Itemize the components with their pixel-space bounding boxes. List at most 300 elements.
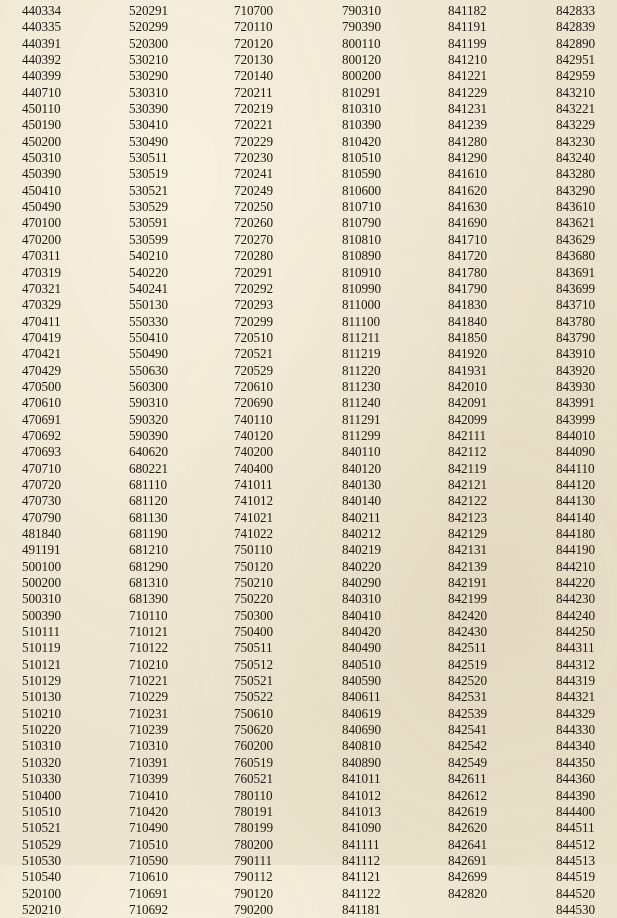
code-entry: 470691 bbox=[22, 411, 61, 427]
code-entry: 560300 bbox=[129, 378, 168, 394]
code-entry: 640620 bbox=[129, 444, 168, 460]
code-entry: 810990 bbox=[342, 280, 381, 296]
code-entry: 510320 bbox=[22, 754, 61, 770]
code-entry: 841830 bbox=[448, 297, 487, 313]
code-entry: 710692 bbox=[129, 901, 168, 917]
code-entry: 710420 bbox=[129, 803, 168, 819]
code-entry: 841790 bbox=[448, 280, 487, 296]
code-entry: 840120 bbox=[342, 460, 381, 476]
code-entry: 844140 bbox=[556, 509, 595, 525]
code-entry: 843290 bbox=[556, 182, 595, 198]
code-entry: 510130 bbox=[22, 689, 61, 705]
code-entry: 840619 bbox=[342, 705, 381, 721]
code-entry: 710229 bbox=[129, 689, 168, 705]
code-entry: 842541 bbox=[448, 722, 487, 738]
code-entry: 842123 bbox=[448, 509, 487, 525]
code-entry: 810590 bbox=[342, 166, 381, 182]
code-entry: 842612 bbox=[448, 787, 487, 803]
code-entry: 841199 bbox=[448, 35, 487, 51]
code-entry: 841850 bbox=[448, 329, 487, 345]
code-entry: 844311 bbox=[556, 640, 595, 656]
code-entry: 841181 bbox=[342, 901, 381, 917]
code-entry: 540210 bbox=[129, 248, 168, 264]
code-entry: 681310 bbox=[129, 575, 168, 591]
code-entry: 510129 bbox=[22, 673, 61, 689]
code-entry: 840130 bbox=[342, 476, 381, 492]
code-entry: 842099 bbox=[448, 411, 487, 427]
code-entry: 840890 bbox=[342, 754, 381, 770]
code-entry: 750521 bbox=[234, 673, 273, 689]
code-entry: 530390 bbox=[129, 101, 168, 117]
code-entry: 760521 bbox=[234, 771, 273, 787]
code-entry: 481840 bbox=[22, 526, 61, 541]
code-entry: 710700 bbox=[234, 3, 273, 18]
code-entry: 844210 bbox=[556, 558, 595, 574]
code-entry: 844350 bbox=[556, 754, 595, 770]
code-entry: 790112 bbox=[234, 869, 273, 885]
code-entry: 710410 bbox=[129, 787, 168, 803]
code-entry: 470319 bbox=[22, 264, 61, 280]
code-entry: 710590 bbox=[129, 852, 168, 868]
code-entry: 450110 bbox=[22, 101, 61, 117]
code-entry: 840690 bbox=[342, 722, 381, 738]
code-entry: 844230 bbox=[556, 591, 595, 607]
code-entry: 720521 bbox=[234, 346, 273, 362]
code-entry: 844250 bbox=[556, 624, 595, 640]
code-entry: 710239 bbox=[129, 722, 168, 738]
code-entry: 530519 bbox=[129, 166, 168, 182]
code-entry: 510310 bbox=[22, 738, 61, 754]
code-entry: 843610 bbox=[556, 199, 595, 215]
code-entry: 470200 bbox=[22, 231, 61, 247]
code-entry: 841231 bbox=[448, 101, 487, 117]
code-entry: 842511 bbox=[448, 640, 487, 656]
code-entry: 810420 bbox=[342, 133, 381, 149]
code-entry: 720510 bbox=[234, 329, 273, 345]
code-entry: 741022 bbox=[234, 526, 273, 541]
code-entry: 842091 bbox=[448, 395, 487, 411]
code-entry: 840212 bbox=[342, 526, 381, 541]
code-entry: 810790 bbox=[342, 215, 381, 231]
code-column-4 bbox=[342, 3, 381, 918]
code-entry: 720293 bbox=[234, 297, 273, 313]
code-entry: 841090 bbox=[342, 820, 381, 836]
code-entry: 530511 bbox=[129, 150, 168, 166]
code-entry: 840310 bbox=[342, 591, 381, 607]
code-entry: 720241 bbox=[234, 166, 273, 182]
code-entry: 841121 bbox=[342, 869, 381, 885]
code-entry: 710391 bbox=[129, 754, 168, 770]
code-entry: 842890 bbox=[556, 35, 595, 51]
code-entry: 844360 bbox=[556, 771, 595, 787]
code-entry: 470710 bbox=[22, 460, 61, 476]
code-entry: 840510 bbox=[342, 656, 381, 672]
code-entry: 530599 bbox=[129, 231, 168, 247]
code-entry: 844513 bbox=[556, 852, 595, 868]
code-entry: 842542 bbox=[448, 738, 487, 754]
code-entry: 790390 bbox=[342, 19, 381, 35]
code-entry: 800110 bbox=[342, 35, 381, 51]
code-entry: 550630 bbox=[129, 362, 168, 378]
code-entry: 843680 bbox=[556, 248, 595, 264]
code-entry: 841011 bbox=[342, 771, 381, 787]
code-entry: 530290 bbox=[129, 68, 168, 84]
code-entry: 842121 bbox=[448, 476, 487, 492]
code-entry: 510111 bbox=[22, 624, 60, 640]
code-entry: 550410 bbox=[129, 329, 168, 345]
code-entry: 440710 bbox=[22, 84, 61, 100]
code-entry: 842531 bbox=[448, 689, 487, 705]
code-entry: 843210 bbox=[556, 84, 595, 100]
code-entry: 840810 bbox=[342, 738, 381, 754]
code-entry: 842539 bbox=[448, 705, 487, 721]
code-entry: 841229 bbox=[448, 84, 487, 100]
code-entry: 590390 bbox=[129, 427, 168, 443]
code-entry: 550130 bbox=[129, 297, 168, 313]
code-entry: 510521 bbox=[22, 820, 61, 836]
code-entry: 810810 bbox=[342, 231, 381, 247]
code-entry: 760200 bbox=[234, 738, 273, 754]
code-entry: 840211 bbox=[342, 509, 381, 525]
code-entry: 500200 bbox=[22, 575, 61, 591]
code-entry: 470610 bbox=[22, 395, 61, 411]
code-entry: 843910 bbox=[556, 346, 595, 362]
code-entry: 510121 bbox=[22, 656, 61, 672]
code-entry: 510330 bbox=[22, 771, 61, 787]
code-column-1 bbox=[22, 3, 61, 918]
code-entry: 470429 bbox=[22, 362, 61, 378]
code-entry: 842199 bbox=[448, 591, 487, 607]
code-entry: 750300 bbox=[234, 607, 273, 623]
code-entry: 470720 bbox=[22, 476, 61, 492]
code-entry: 470692 bbox=[22, 427, 61, 443]
code-entry: 530529 bbox=[129, 199, 168, 215]
code-entry: 844312 bbox=[556, 656, 595, 672]
code-entry: 842839 bbox=[556, 19, 595, 35]
code-entry: 510540 bbox=[22, 869, 61, 885]
code-entry: 720299 bbox=[234, 313, 273, 329]
code-entry: 500100 bbox=[22, 558, 61, 574]
code-entry: 840590 bbox=[342, 673, 381, 689]
code-entry: 841221 bbox=[448, 68, 487, 84]
code-entry: 530210 bbox=[129, 52, 168, 68]
code-entry: 844340 bbox=[556, 738, 595, 754]
code-entry: 720221 bbox=[234, 117, 273, 133]
code-entry: 844512 bbox=[556, 836, 595, 852]
code-entry: 740200 bbox=[234, 444, 273, 460]
code-entry: 470321 bbox=[22, 280, 61, 296]
code-entry: 841690 bbox=[448, 215, 487, 231]
code-entry: 840420 bbox=[342, 624, 381, 640]
code-entry: 811219 bbox=[342, 346, 381, 362]
code-entry: 450390 bbox=[22, 166, 61, 182]
code-entry: 840490 bbox=[342, 640, 381, 656]
code-entry: 844319 bbox=[556, 673, 595, 689]
code-entry: 470730 bbox=[22, 493, 61, 509]
code-entry: 844329 bbox=[556, 705, 595, 721]
code-entry: 540241 bbox=[129, 280, 168, 296]
code-entry: 843790 bbox=[556, 329, 595, 345]
code-column-5 bbox=[448, 3, 487, 902]
code-entry: 740110 bbox=[234, 411, 273, 427]
code-entry: 842699 bbox=[448, 869, 487, 885]
code-entry: 530310 bbox=[129, 84, 168, 100]
code-entry: 842549 bbox=[448, 754, 487, 770]
code-entry: 510530 bbox=[22, 852, 61, 868]
code-entry: 842430 bbox=[448, 624, 487, 640]
code-entry: 841620 bbox=[448, 182, 487, 198]
code-entry: 510119 bbox=[22, 640, 61, 656]
code-entry: 681190 bbox=[129, 526, 168, 541]
code-entry: 681110 bbox=[129, 476, 167, 492]
code-entry: 681390 bbox=[129, 591, 168, 607]
code-entry: 811291 bbox=[342, 411, 381, 427]
code-entry: 750620 bbox=[234, 722, 273, 738]
code-entry: 842139 bbox=[448, 558, 487, 574]
code-entry: 842691 bbox=[448, 852, 487, 868]
code-entry: 841191 bbox=[448, 19, 487, 35]
code-entry: 720120 bbox=[234, 35, 273, 51]
code-entry: 780191 bbox=[234, 803, 273, 819]
code-entry: 720130 bbox=[234, 52, 273, 68]
code-entry: 843221 bbox=[556, 101, 595, 117]
code-entry: 844090 bbox=[556, 444, 595, 460]
code-entry: 710221 bbox=[129, 673, 168, 689]
code-entry: 841630 bbox=[448, 199, 487, 215]
code-entry: 780200 bbox=[234, 836, 273, 852]
code-entry: 720610 bbox=[234, 378, 273, 394]
code-entry: 841780 bbox=[448, 264, 487, 280]
code-entry: 810890 bbox=[342, 248, 381, 264]
code-entry: 720270 bbox=[234, 231, 273, 247]
code-entry: 470419 bbox=[22, 329, 61, 345]
code-entry: 810310 bbox=[342, 101, 381, 117]
code-entry: 500390 bbox=[22, 607, 61, 623]
code-entry: 680221 bbox=[129, 460, 168, 476]
code-entry: 750120 bbox=[234, 558, 273, 574]
code-entry: 800120 bbox=[342, 52, 381, 68]
code-entry: 510400 bbox=[22, 787, 61, 803]
code-entry: 811100 bbox=[342, 313, 380, 329]
code-entry: 841013 bbox=[342, 803, 381, 819]
code-entry: 843991 bbox=[556, 395, 595, 411]
code-entry: 844519 bbox=[556, 869, 595, 885]
code-entry: 842951 bbox=[556, 52, 595, 68]
code-entry: 590320 bbox=[129, 411, 168, 427]
code-entry: 681210 bbox=[129, 542, 168, 558]
code-entry: 841290 bbox=[448, 150, 487, 166]
code-entry: 741011 bbox=[234, 476, 273, 492]
code-entry: 841112 bbox=[342, 852, 380, 868]
code-entry: 844240 bbox=[556, 607, 595, 623]
code-entry: 720219 bbox=[234, 101, 273, 117]
code-entry: 550330 bbox=[129, 313, 168, 329]
code-entry: 540220 bbox=[129, 264, 168, 280]
code-entry: 844520 bbox=[556, 885, 595, 901]
code-entry: 844180 bbox=[556, 526, 595, 541]
code-entry: 843999 bbox=[556, 411, 595, 427]
code-entry: 710510 bbox=[129, 836, 168, 852]
code-entry: 710231 bbox=[129, 705, 168, 721]
code-entry: 720690 bbox=[234, 395, 273, 411]
code-entry: 842420 bbox=[448, 607, 487, 623]
code-entry: 720291 bbox=[234, 264, 273, 280]
code-entry: 681290 bbox=[129, 558, 168, 574]
code-entry: 840290 bbox=[342, 575, 381, 591]
code-entry: 800200 bbox=[342, 68, 381, 84]
code-entry: 842119 bbox=[448, 460, 487, 476]
code-entry: 841280 bbox=[448, 133, 487, 149]
code-entry: 843691 bbox=[556, 264, 595, 280]
code-entry: 811211 bbox=[342, 329, 380, 345]
code-entry: 470311 bbox=[22, 248, 61, 264]
code-entry: 750522 bbox=[234, 689, 273, 705]
code-entry: 841610 bbox=[448, 166, 487, 182]
code-entry: 720249 bbox=[234, 182, 273, 198]
code-entry: 811299 bbox=[342, 427, 381, 443]
code-entry: 844120 bbox=[556, 476, 595, 492]
code-entry: 750210 bbox=[234, 575, 273, 591]
code-entry: 520291 bbox=[129, 3, 168, 18]
code-entry: 470411 bbox=[22, 313, 61, 329]
code-entry: 720140 bbox=[234, 68, 273, 84]
code-entry: 840220 bbox=[342, 558, 381, 574]
code-column-3 bbox=[234, 3, 273, 918]
code-entry: 810600 bbox=[342, 182, 381, 198]
code-entry: 750610 bbox=[234, 705, 273, 721]
code-entry: 750400 bbox=[234, 624, 273, 640]
code-entry: 741021 bbox=[234, 509, 273, 525]
code-entry: 810510 bbox=[342, 150, 381, 166]
code-entry: 440392 bbox=[22, 52, 61, 68]
code-entry: 720280 bbox=[234, 248, 273, 264]
code-entry: 720110 bbox=[234, 19, 273, 35]
code-entry: 840219 bbox=[342, 542, 381, 558]
code-entry: 810390 bbox=[342, 117, 381, 133]
code-entry: 720260 bbox=[234, 215, 273, 231]
code-entry: 740400 bbox=[234, 460, 273, 476]
code-entry: 842620 bbox=[448, 820, 487, 836]
code-entry: 720230 bbox=[234, 150, 273, 166]
code-entry: 530410 bbox=[129, 117, 168, 133]
code-entry: 750110 bbox=[234, 542, 273, 558]
code-entry: 843240 bbox=[556, 150, 595, 166]
code-entry: 530521 bbox=[129, 182, 168, 198]
code-entry: 440391 bbox=[22, 35, 61, 51]
code-entry: 842191 bbox=[448, 575, 487, 591]
code-entry: 470500 bbox=[22, 378, 61, 394]
code-entry: 843930 bbox=[556, 378, 595, 394]
code-entry: 450190 bbox=[22, 117, 61, 133]
code-entry: 530591 bbox=[129, 215, 168, 231]
code-column-6 bbox=[556, 3, 595, 918]
code-entry: 710122 bbox=[129, 640, 168, 656]
code-entry: 520299 bbox=[129, 19, 168, 35]
code-entry: 844390 bbox=[556, 787, 595, 803]
code-entry: 842611 bbox=[448, 771, 487, 787]
code-entry: 841840 bbox=[448, 313, 487, 329]
code-entry: 760519 bbox=[234, 754, 273, 770]
code-entry: 841920 bbox=[448, 346, 487, 362]
code-entry: 810291 bbox=[342, 84, 381, 100]
code-entry: 590310 bbox=[129, 395, 168, 411]
code-entry: 843230 bbox=[556, 133, 595, 149]
code-entry: 842131 bbox=[448, 542, 487, 558]
code-entry: 520210 bbox=[22, 901, 61, 917]
code-entry: 842010 bbox=[448, 378, 487, 394]
code-entry: 790200 bbox=[234, 901, 273, 917]
code-entry: 841122 bbox=[342, 885, 381, 901]
code-entry: 841111 bbox=[342, 836, 380, 852]
code-entry: 740120 bbox=[234, 427, 273, 443]
code-entry: 710610 bbox=[129, 869, 168, 885]
code-column-2 bbox=[129, 3, 168, 918]
code-entry: 720292 bbox=[234, 280, 273, 296]
code-entry: 841210 bbox=[448, 52, 487, 68]
code-entry: 842619 bbox=[448, 803, 487, 819]
code-entry: 510510 bbox=[22, 803, 61, 819]
code-entry: 440399 bbox=[22, 68, 61, 84]
code-entry: 720529 bbox=[234, 362, 273, 378]
code-entry: 450310 bbox=[22, 150, 61, 166]
code-entry: 470329 bbox=[22, 297, 61, 313]
code-entry: 843621 bbox=[556, 215, 595, 231]
code-entry: 720229 bbox=[234, 133, 273, 149]
code-entry: 810710 bbox=[342, 199, 381, 215]
code-entry: 840410 bbox=[342, 607, 381, 623]
code-entry: 790310 bbox=[342, 3, 381, 18]
code-entry: 840110 bbox=[342, 444, 381, 460]
code-entry: 842519 bbox=[448, 656, 487, 672]
code-entry: 842641 bbox=[448, 836, 487, 852]
code-entry: 500310 bbox=[22, 591, 61, 607]
code-entry: 681130 bbox=[129, 509, 168, 525]
code-entry: 450490 bbox=[22, 199, 61, 215]
code-entry: 780199 bbox=[234, 820, 273, 836]
code-entry: 710210 bbox=[129, 656, 168, 672]
code-entry: 470421 bbox=[22, 346, 61, 362]
code-entry: 470693 bbox=[22, 444, 61, 460]
code-entry: 843629 bbox=[556, 231, 595, 247]
code-entry: 450410 bbox=[22, 182, 61, 198]
code-entry: 741012 bbox=[234, 493, 273, 509]
code-entry: 440335 bbox=[22, 19, 61, 35]
code-entry: 790111 bbox=[234, 852, 272, 868]
code-entry: 842111 bbox=[448, 427, 486, 443]
code-entry: 510529 bbox=[22, 836, 61, 852]
code-entry: 843229 bbox=[556, 117, 595, 133]
code-entry: 750512 bbox=[234, 656, 273, 672]
code-entry: 843920 bbox=[556, 362, 595, 378]
code-entry: 811230 bbox=[342, 378, 381, 394]
code-entry: 844400 bbox=[556, 803, 595, 819]
code-entry: 841710 bbox=[448, 231, 487, 247]
code-entry: 843699 bbox=[556, 280, 595, 296]
code-entry: 790120 bbox=[234, 885, 273, 901]
code-entry: 710490 bbox=[129, 820, 168, 836]
code-entry: 510220 bbox=[22, 722, 61, 738]
code-entry: 842129 bbox=[448, 526, 487, 541]
code-entry: 844330 bbox=[556, 722, 595, 738]
code-entry: 750511 bbox=[234, 640, 273, 656]
code-entry: 710399 bbox=[129, 771, 168, 787]
code-entry: 470790 bbox=[22, 509, 61, 525]
code-entry: 491191 bbox=[22, 542, 61, 558]
code-entry: 520100 bbox=[22, 885, 61, 901]
code-entry: 844321 bbox=[556, 689, 595, 705]
code-entry: 440334 bbox=[22, 3, 61, 18]
code-entry: 840611 bbox=[342, 689, 381, 705]
